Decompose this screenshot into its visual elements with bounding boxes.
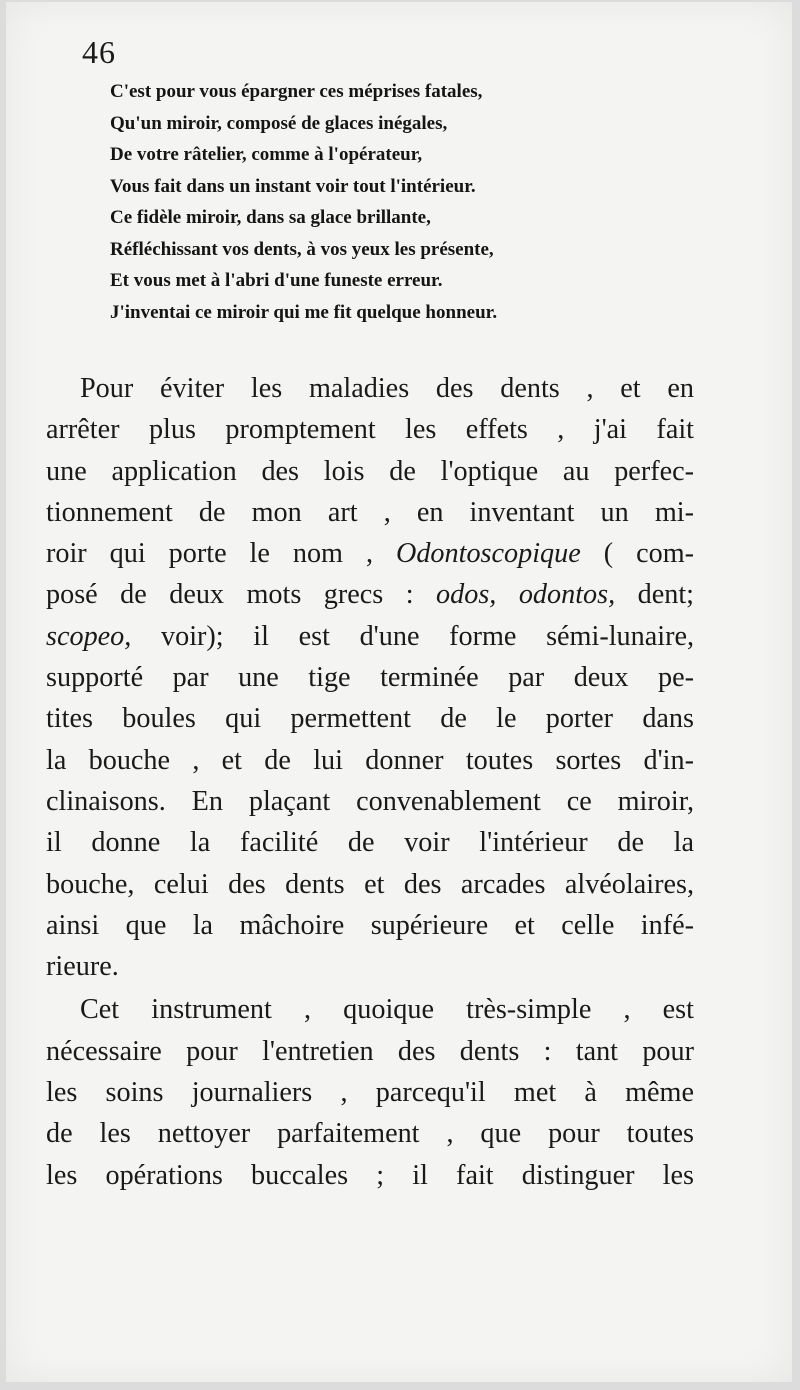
text-line: la bouche , et de lui donner toutes sortes d'in- <box>46 744 694 776</box>
poem-line: J'inventai ce miroir qui me fit quelque honneur. <box>110 301 498 323</box>
poem-line: Ce fidèle miroir, dans sa glace brillante, <box>110 207 431 228</box>
text-run: posé de deux mots grecs : <box>46 579 414 611</box>
poem-line: De votre râtelier, comme à l'opérateur, <box>110 144 423 165</box>
poem-line: C'est pour vous épargner ces méprises fatales, <box>110 81 483 102</box>
poem-line: Réfléchissant vos dents, à vos yeux les présente, <box>110 238 494 260</box>
text-line: les soins journaliers , parcequ'il met à même <box>46 1077 694 1109</box>
text-line: nécessaire pour l'entretien des dents : tant pour <box>46 1035 694 1067</box>
text-run: dent; <box>637 579 694 611</box>
book-page <box>6 2 792 1382</box>
paragraph-odontoscope <box>46 368 694 987</box>
text-run: ( com- <box>603 538 695 570</box>
text-line: Cet instrument , quoique très-simple , est <box>80 994 694 1026</box>
text-line: tionnement de mon art , en inventant un mi- <box>46 496 694 528</box>
italic-term: scopeo, <box>46 620 132 652</box>
text-run: voir); il est d'une forme sémi-lunaire, <box>161 620 695 652</box>
text-line: clinaisons. En plaçant convenablement ce miroir, <box>46 785 694 817</box>
text-line: les opérations buccales ; il fait distinguer les <box>46 1159 694 1191</box>
text-line <box>46 574 694 615</box>
prose-body <box>46 368 694 1196</box>
text-line <box>46 533 694 574</box>
text-run: roir qui porte le nom , <box>46 538 373 570</box>
text-line: de les nettoyer parfaitement , que pour toutes <box>46 1118 694 1150</box>
text-line: il donne la facilité de voir l'intérieur de la <box>46 827 694 859</box>
text-line: rieure. <box>46 951 119 983</box>
text-line: ainsi que la mâchoire supérieure et celle infé- <box>46 909 694 941</box>
poem-line: Et vous met à l'abri d'une funeste erreur. <box>110 270 443 291</box>
text-line: arrêter plus promptement les effets , j'ai fait <box>46 414 694 446</box>
page-number: 46 <box>82 34 116 70</box>
text-line: tites boules qui permettent de le porter dans <box>46 703 694 735</box>
text-line: supporté par une tige terminée par deux pe- <box>46 662 694 694</box>
italic-term: odos, odontos, <box>436 579 616 611</box>
poem-block <box>110 76 497 328</box>
text-line: Pour éviter les maladies des dents , et en <box>80 373 694 404</box>
poem-line: Vous fait dans un instant voir tout l'intérieur. <box>110 175 476 197</box>
paragraph-instrument <box>46 989 694 1195</box>
poem-line: Qu'un miroir, composé de glaces inégales, <box>110 112 448 134</box>
italic-term: Odontoscopique <box>395 538 581 570</box>
text-line: bouche, celui des dents et des arcades alvéolaires, <box>46 868 694 900</box>
text-line: une application des lois de l'optique au perfec- <box>46 455 694 487</box>
text-line <box>46 616 694 657</box>
